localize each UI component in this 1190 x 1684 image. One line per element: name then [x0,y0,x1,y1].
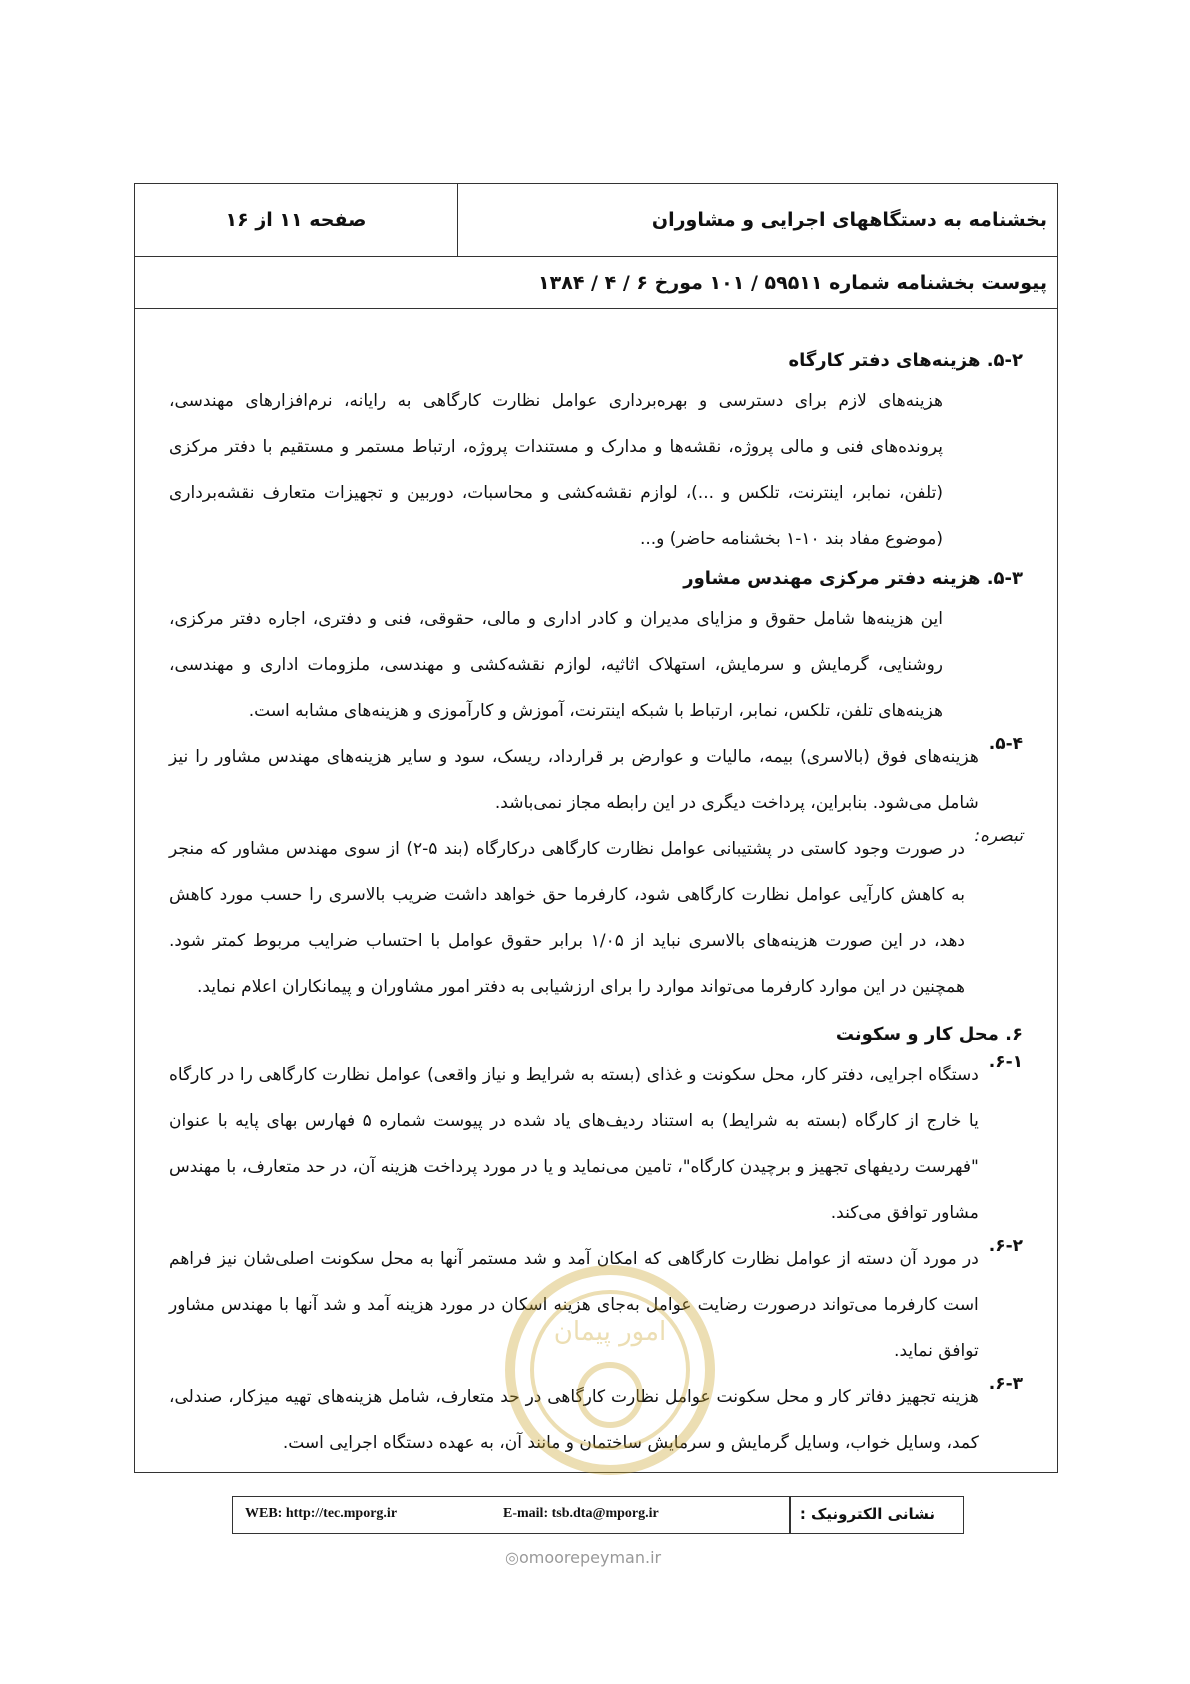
section-5-2-text: هزینه‌های لازم برای دسترسی و بهره‌برداری عوامل نظارت کارگاهی به رایانه، نرم‌افزارهای مهندسی، پرونده‌های فنی و مالی پروژه، نقشه‌ها و مدارک و مستندات پروژه، ارتباط مستمر و مستقیم با دفتر مرکزی (تلفن، نمابر، اینترنت، تلکس و ...)، لوازم نقشه‌کشی و محاسبات، دوربین و تجهیزات متعارف نقشه‌برداری (موضوع مفاد بند ۱۰-۱ بخشنامه حاضر) و... [169,391,943,549]
page-number-cell [135,184,458,256]
header-row [135,184,1057,257]
title-cell [458,184,1057,256]
attachment-row [135,257,1057,309]
web-link[interactable]: WEB: http://tec.mporg.ir [245,1506,398,1521]
section-5-4 [169,734,1023,826]
section-5-3-text: این هزینه‌ها شامل حقوق و مزایای مدیران و کادر اداری و مالی، حقوقی، فنی و دفتری، اجاره دفتر مرکزی، روشنایی، گرمایش و سرمایش، استهلاک اثاثیه، لوازم نقشه‌کشی و مهندسی، ملزومات اداری و مهندسی، هزینه‌های تلفن، تلکس، نمابر، ارتباط با شبکه اینترنت، آموزش و کارآموزی و هزینه‌های مشابه است. [169,609,943,721]
section-6-1-text: دستگاه اجرایی، دفتر کار، محل سکونت و غذای (بسته به شرایط و نیاز واقعی) عوامل نظارت کارگاهی را در کارگاه یا خارج از کارگاه (بسته به شرایط) به استناد ردیف‌های یاد شده در پیوست شماره ۵ فهارس بهای پایه با عنوان "فهرست ردیفهای تجهیز و برچیدن کارگاه"، تامین می‌نماید و یا در مورد پرداخت هزینه آن، در حد متعارف، با مهندس مشاور توافق می‌کند. [169,1065,979,1223]
footer-contact [232,1496,964,1534]
seal-text: امور پیمان [553,1317,667,1347]
site-icon: ◎ [505,1548,519,1567]
note-text: در صورت وجود کاستی در پشتیبانی عوامل نظارت کارگاهی درکارگاه (بند ۵-۲) از سوی مهندس مشاور که منجر به کاهش کارآیی عوامل نظارت کارگاهی شود، کارفرما حق خواهد داشت ضریب بالاسری را حسب مورد کاهش دهد، در این صورت هزینه‌های بالاسری نباید از ۱/۰۵ برابر حقوق عوامل با احتساب ضرایب مربوط کمتر شود. همچنین در این موارد کارفرما می‌تواند موارد را برای ارزشیابی به دفتر امور مشاوران و پیمانکاران اعلام نماید. [169,839,965,997]
site-watermark [505,1548,661,1567]
circular-title: بخشنامه به دستگاههای اجرایی و مشاوران [651,209,1047,231]
footer-label: نشانی الکترونیک : [799,1505,935,1523]
section-5-2-heading: ۵-۲. هزینه‌های دفتر کارگاه [788,350,1023,371]
section-6-2-number: ۶-۲. [982,1236,1023,1256]
section-5-3-heading: ۵-۳. هزینه دفتر مرکزی مهندس مشاور [683,568,1023,589]
footer-divider [789,1497,791,1533]
section-6-1-number: ۶-۱. [982,1052,1023,1072]
email-link[interactable]: E-mail: tsb.dta@mporg.ir [503,1506,659,1521]
section-6-1 [169,1052,1023,1236]
section-6-2-text: در مورد آن دسته از عوامل نظارت کارگاهی که امکان آمد و شد مستمر آنها به محل سکونت اصلی‌شان نیز فراهم است کارفرما می‌تواند درصورت رضایت عوامل به‌جای هزینه اسکان در مورد هزینه آمد و شد آنها با مهندس مشاور توافق نماید. [169,1249,979,1361]
section-5-4-number: ۵-۴. [982,734,1023,754]
section-6-3-number: ۶-۳. [982,1374,1023,1394]
note [169,826,1023,1010]
section-5-4-text: هزینه‌های فوق (بالاسری) بیمه، مالیات و عوارض بر قرارداد، ریسک، سود و سایر هزینه‌های مهندس مشاور را نیز شامل می‌شود. بنابراین، پرداخت دیگری در این رابطه مجاز نمی‌باشد. [169,747,979,813]
page-number: صفحه ۱۱ از ۱۶ [225,209,367,231]
note-label: تبصره: [968,826,1023,846]
section-6-3-text: هزینه تجهیز دفاتر کار و محل سکونت عوامل نظارت کارگاهی در حد متعارف، شامل هزینه‌های تهیه میزکار، صندلی، کمد، وسایل خواب، وسایل گرمایش و سرمایش ساختمان و مانند آن، به عهده دستگاه اجرایی است. [169,1387,979,1453]
attachment-title: پیوست بخشنامه شماره ۵۹۵۱۱ / ۱۰۱ مورخ ۶ / ۴ / ۱۳۸۴ [538,271,1047,294]
seal-watermark [500,1255,720,1485]
site-text: omoorepeyman.ir [518,1548,662,1567]
section-6-heading: ۶. محل کار و سکونت [835,1024,1023,1045]
